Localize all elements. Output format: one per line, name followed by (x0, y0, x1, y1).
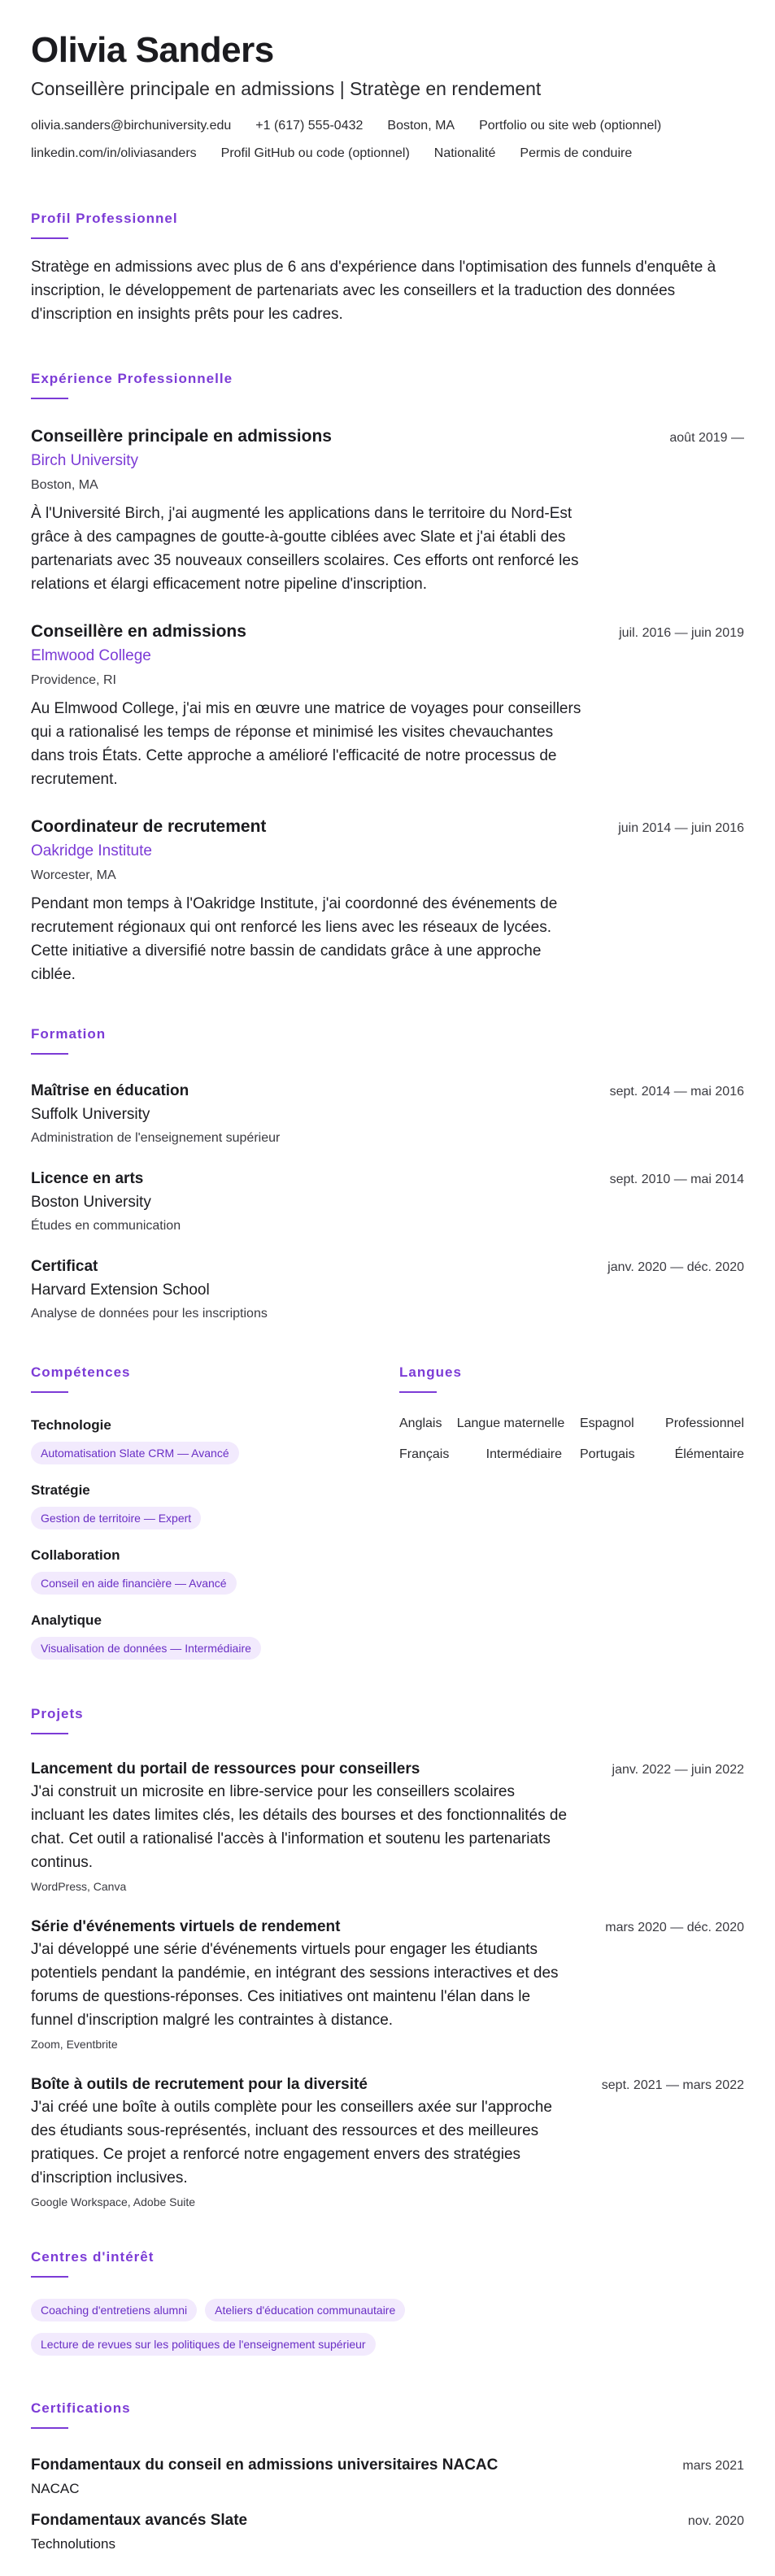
experience-description: À l'Université Birch, j'ai augmenté les applications dans le territoire du Nord-Est grâce à des campagnes de goutte-à-goutte ciblées avec Slate et j'ai établi des partenariats avec 35 nouveaux conseillers scolaires. Ces efforts ont renforcé les relations et élargi efficacement notre pipeline d'inscription. (31, 505, 579, 593)
project-tech: WordPress, Canva (31, 1880, 127, 1893)
language-level: Langue maternelle (456, 1416, 565, 1430)
experience-dates: juil. 2016 — juin 2019 (619, 626, 744, 640)
skill-category: Collaboration (31, 1547, 120, 1563)
education-dates: janv. 2020 — déc. 2020 (607, 1260, 744, 1274)
certification-date: nov. 2020 (687, 2514, 744, 2528)
project-name: Série d'événements virtuels de rendement (31, 1918, 341, 1935)
skill-category: Analytique (31, 1612, 102, 1628)
experience-item (31, 816, 744, 986)
education-school: Boston University (31, 1194, 151, 1211)
skill-tag: Visualisation de données — Intermédiaire (31, 1637, 261, 1660)
language-level: Professionnel (665, 1416, 744, 1430)
certification-issuer: Technolutions (31, 2536, 115, 2552)
languages-section (399, 1364, 744, 1660)
project-description: J'ai développé une série d'événements virtuels pour engager les étudiants potentiels pendant la pandémie, en intégrant des sessions interactives et des forums de questions-réponses. Ces initiatives ont maintenu l'élan dans le funnel d'inscription malgré les contraintes à distance. (31, 1941, 559, 2029)
contact-driving-license: Permis de conduire (520, 146, 633, 160)
experience-item (31, 620, 744, 791)
language-name: Portugais (580, 1447, 635, 1461)
interest-tag: Coaching d'entretiens alumni (31, 2299, 197, 2321)
section-title-education: Formation (31, 1025, 744, 1055)
candidate-name: Olivia Sanders (31, 30, 274, 70)
education-degree: Certificat (31, 1258, 98, 1275)
interest-tag: Ateliers d'éducation communautaire (205, 2299, 405, 2321)
project-description: J'ai créé une boîte à outils complète pour les conseillers axée sur l'approche des étudiants sous-représentés, incluant des ressources et des meilleures pratiques. Ce projet a renforcé notre engagement envers des stratégies d'inscription inclusives. (31, 2099, 552, 2187)
project-description: J'ai construit un microsite en libre-service pour les conseillers scolaires incluant les dates limites clés, les détails des bourses et des fonctionnalités de chat. Cet outil a rationalisé l'accès à l'information et soutenu les partenariats continus. (31, 1783, 568, 1871)
certifications-section (31, 2400, 744, 2554)
skill-group (31, 1611, 399, 1660)
education-section (31, 1025, 744, 1325)
skill-group (31, 1546, 399, 1595)
section-title-experience: Expérience Professionnelle (31, 370, 744, 399)
education-field: Administration de l'enseignement supérieur (31, 1131, 281, 1145)
project-item (31, 2074, 744, 2211)
project-name: Lancement du portail de ressources pour conseillers (31, 1760, 420, 1778)
experience-location: Providence, RI (31, 673, 116, 687)
certification-date: mars 2021 (682, 2459, 744, 2473)
education-item (31, 1168, 744, 1237)
experience-role: Conseillère principale en admissions (31, 427, 332, 446)
skill-tag: Conseil en aide financière — Avancé (31, 1572, 237, 1595)
candidate-headline: Conseillère principale en admissions | Stratège en rendement (31, 78, 542, 99)
profile-section (31, 210, 744, 326)
section-title-interests: Centres d'intérêt (31, 2248, 744, 2278)
experience-item (31, 425, 744, 596)
interests-list (31, 2299, 486, 2367)
experience-description: Au Elmwood College, j'ai mis en œuvre une matrice de voyages pour conseillers qui a rationalisé les temps de réponse et minimisé les visites chevauchantes dans trois États. Cette approche a amélioré l'efficacité de notre processus de recrutement. (31, 700, 581, 788)
interests-section (31, 2248, 744, 2367)
skills-section (31, 1364, 399, 1660)
interest-tag: Lecture de revues sur les politiques de l'enseignement supérieur (31, 2333, 376, 2356)
education-school: Suffolk University (31, 1106, 150, 1123)
education-field: Analyse de données pour les inscriptions (31, 1307, 268, 1321)
contact-email[interactable]: olivia.sanders@birchuniversity.edu (31, 119, 232, 133)
education-degree: Licence en arts (31, 1170, 144, 1187)
projects-section (31, 1705, 744, 2211)
education-school: Harvard Extension School (31, 1281, 210, 1299)
profile-summary: Stratège en admissions avec plus de 6 ans d'expérience dans l'optimisation des funnels d'enquête à inscription, le développement de partenariats avec les conseillers et la traduction des données d'inscription en insights prêts pour les cadres. (31, 259, 716, 323)
experience-dates: août 2019 — (669, 431, 744, 445)
education-field: Études en communication (31, 1219, 181, 1233)
certification-name: Fondamentaux du conseil en admissions universitaires NACAC (31, 2456, 499, 2474)
education-item (31, 1081, 744, 1149)
project-dates: mars 2020 — déc. 2020 (605, 1921, 744, 1934)
languages-grid (399, 1414, 744, 1464)
experience-role: Conseillère en admissions (31, 622, 246, 641)
experience-section (31, 370, 744, 986)
experience-dates: juin 2014 — juin 2016 (618, 821, 744, 835)
project-dates: janv. 2022 — juin 2022 (612, 1763, 744, 1777)
contact-phone[interactable]: +1 (617) 555-0432 (255, 119, 364, 133)
skill-category: Technologie (31, 1417, 111, 1433)
section-title-profile: Profil Professionnel (31, 210, 744, 239)
skill-group (31, 1416, 399, 1464)
project-item (31, 1759, 744, 1895)
experience-company: Birch University (31, 452, 138, 469)
experience-company: Elmwood College (31, 647, 151, 664)
contact-nationality: Nationalité (433, 146, 496, 160)
certification-item (31, 2510, 744, 2554)
education-item (31, 1256, 744, 1325)
education-dates: sept. 2010 — mai 2014 (609, 1173, 744, 1186)
language-level: Élémentaire (674, 1447, 744, 1461)
project-dates: sept. 2021 — mars 2022 (601, 2078, 744, 2092)
language-level: Intermédiaire (485, 1447, 562, 1461)
contact-portfolio[interactable]: Portfolio ou site web (optionnel) (479, 119, 662, 133)
contact-list (31, 112, 744, 168)
certification-item (31, 2455, 744, 2499)
section-title-certifications: Certifications (31, 2400, 744, 2429)
project-item (31, 1917, 744, 2053)
section-title-skills: Compétences (31, 1364, 399, 1393)
language-name: Anglais (399, 1416, 442, 1430)
contact-location: Boston, MA (387, 119, 455, 133)
certification-issuer: NACAC (31, 2481, 80, 2496)
project-tech: Google Workspace, Adobe Suite (31, 2195, 196, 2208)
skill-tag: Automatisation Slate CRM — Avancé (31, 1442, 239, 1464)
skill-group (31, 1481, 399, 1530)
education-degree: Maîtrise en éducation (31, 1082, 189, 1099)
education-dates: sept. 2014 — mai 2016 (609, 1085, 744, 1099)
certification-name: Fondamentaux avancés Slate (31, 2512, 248, 2529)
project-tech: Zoom, Eventbrite (31, 2038, 118, 2051)
skill-tag: Gestion de territoire — Expert (31, 1507, 201, 1530)
skill-category: Stratégie (31, 1482, 90, 1498)
contact-linkedin[interactable]: linkedin.com/in/oliviasanders (31, 146, 197, 160)
skills-languages-row (31, 1364, 744, 1660)
experience-role: Coordinateur de recrutement (31, 817, 267, 836)
resume-header (31, 29, 744, 168)
experience-description: Pendant mon temps à l'Oakridge Institute, j'ai coordonné des événements de recrutement régionaux qui ont renforcé les liens avec les réseaux de lycées. Cette initiative a diversifié notre bassin de candidats grâce à une approche ciblée. (31, 895, 558, 983)
experience-location: Boston, MA (31, 478, 98, 492)
contact-github[interactable]: Profil GitHub ou code (optionnel) (220, 146, 410, 160)
project-name: Boîte à outils de recrutement pour la diversité (31, 2076, 368, 2093)
section-title-languages: Langues (399, 1364, 744, 1393)
language-name: Espagnol (580, 1416, 634, 1430)
language-name: Français (399, 1447, 450, 1461)
section-title-projects: Projets (31, 1705, 744, 1734)
experience-location: Worcester, MA (31, 868, 116, 882)
experience-company: Oakridge Institute (31, 842, 152, 859)
